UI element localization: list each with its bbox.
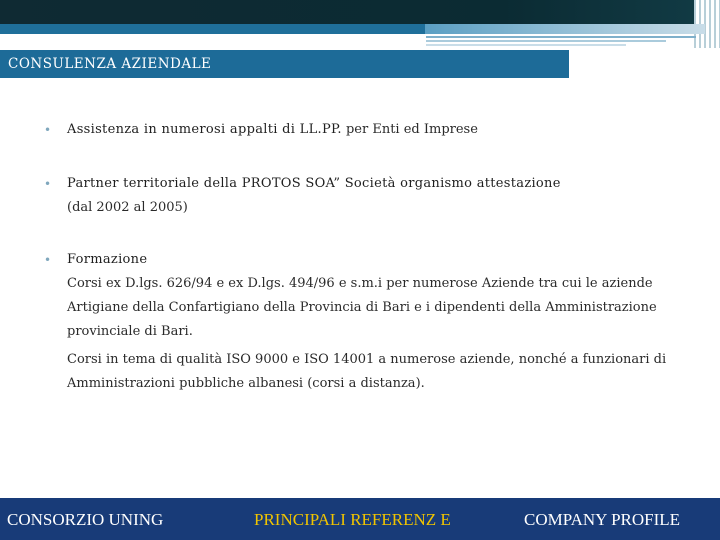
footer-link-company-profile[interactable]: COMPANY PROFILE <box>524 510 681 529</box>
item-paragraph: Corsi ex D.lgs. 626/94 e ex D.lgs. 494/96 e s.m.i per numerose Aziende tra cui le aziende Artigiane della Confartigiano della Provincia di Bari e i dipendenti della Amministrazione provinciale di Bari. <box>67 276 657 339</box>
accent-bar <box>0 24 705 34</box>
accent-bar-highlight <box>425 24 705 34</box>
item-rest: per Enti ed Imprese <box>341 122 478 137</box>
bullet-icon: • <box>44 123 52 137</box>
bullet-icon: • <box>44 253 52 267</box>
item-rest: (dal 2002 al 2005) <box>67 200 188 215</box>
item-lead: Assistenza in numerosi appalti di LL.PP. <box>67 122 342 137</box>
item-lead: Partner territoriale della PROTOS SOA” Società organismo attestazione <box>67 176 561 191</box>
footer-nav <box>0 498 720 540</box>
slide-content <box>44 118 684 396</box>
header-band <box>0 0 720 24</box>
list-item <box>44 248 684 396</box>
list-item <box>44 172 684 220</box>
decorative-lines <box>426 36 696 46</box>
footer-link-consorzio-uning[interactable]: CONSORZIO UNING <box>7 510 164 529</box>
slide-title: CONSULENZA AZIENDALE <box>0 50 569 78</box>
item-lead: Formazione <box>67 252 148 267</box>
item-paragraph: Corsi in tema di qualità ISO 9000 e ISO 14001 a numerose aziende, nonché a funzionari di Amministrazioni pubbliche albanesi (corsi a distanza). <box>67 352 667 391</box>
footer-link-principali-referenze[interactable]: PRINCIPALI REFERENZ E <box>254 510 451 529</box>
list-item <box>44 118 684 142</box>
bullet-icon: • <box>44 177 52 191</box>
